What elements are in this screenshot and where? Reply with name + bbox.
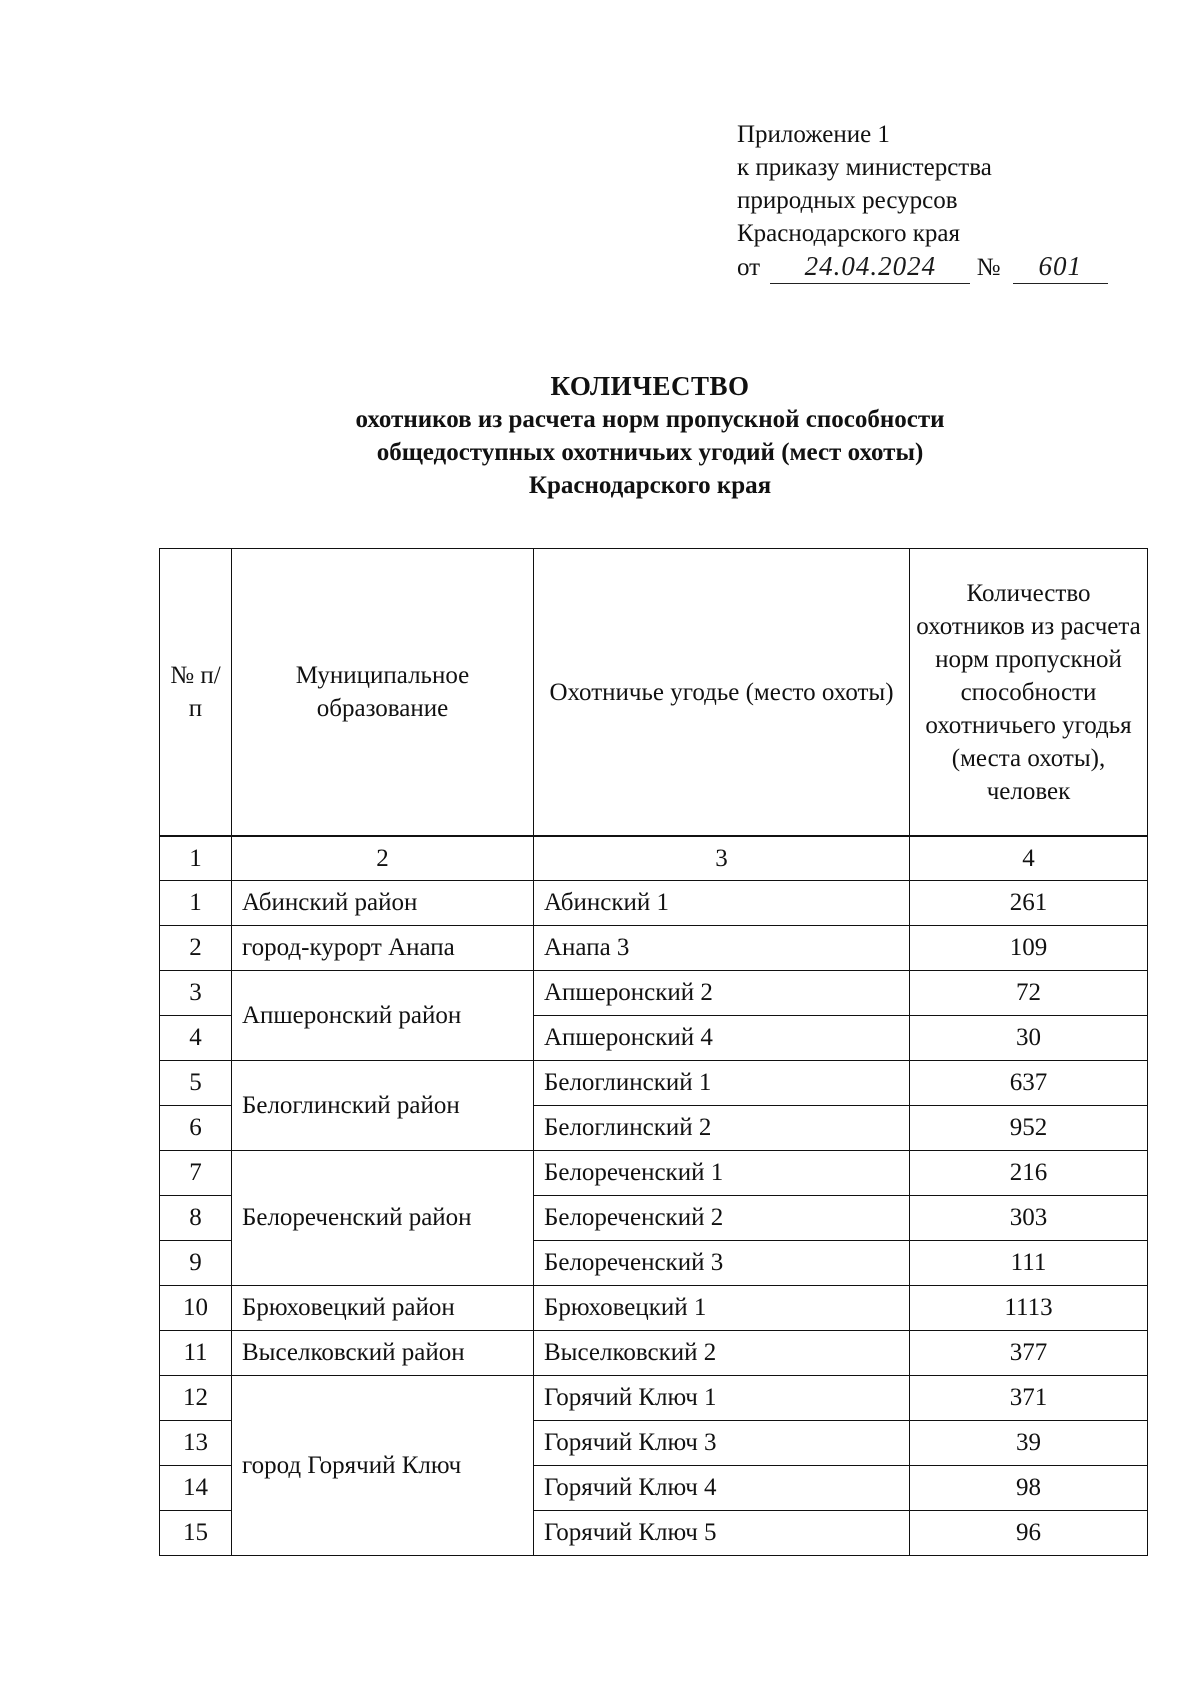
table-row [160, 1331, 1148, 1376]
hunting-ground-cell: Анапа 3 [534, 926, 910, 971]
title-line: общедоступных охотничьих угодий (мест охоты) [376, 439, 924, 466]
hunting-ground-cell: Белоглинский 1 [534, 1061, 910, 1106]
hunting-ground-cell: Апшеронский 2 [534, 971, 910, 1016]
row-number: 1 [160, 881, 232, 926]
hunter-count-cell: 98 [910, 1466, 1148, 1511]
municipality-cell: Выселковский район [232, 1331, 534, 1376]
table-row [160, 1376, 1148, 1421]
municipality-cell: Апшеронский район [232, 971, 534, 1061]
hunter-count-cell: 96 [910, 1511, 1148, 1556]
hunting-ground-cell: Белореченский 3 [534, 1241, 910, 1286]
title-main: КОЛИЧЕСТВО [550, 371, 750, 401]
municipality-cell: Белоглинский район [232, 1061, 534, 1151]
column-number: 1 [160, 836, 232, 881]
hunter-count-cell: 109 [910, 926, 1148, 971]
row-number: 4 [160, 1016, 232, 1061]
row-number: 15 [160, 1511, 232, 1556]
appendix-line: Приложение 1 [737, 121, 890, 148]
municipality-cell: Абинский район [232, 881, 534, 926]
header-municipality: Муниципальное образование [232, 549, 534, 837]
column-number: 3 [534, 836, 910, 881]
hunter-count-cell: 72 [910, 971, 1148, 1016]
hunting-ground-cell: Апшеронский 4 [534, 1016, 910, 1061]
row-number: 13 [160, 1421, 232, 1466]
hunting-ground-cell: Белоглинский 2 [534, 1106, 910, 1151]
hunting-ground-cell: Горячий Ключ 4 [534, 1466, 910, 1511]
handwritten-date: 24.04.2024 [770, 250, 970, 284]
hunting-ground-cell: Белореченский 1 [534, 1151, 910, 1196]
hunters-table [159, 548, 1148, 1556]
municipality-cell: Белореченский район [232, 1151, 534, 1286]
header-hunting-ground: Охотничье угодье (место охоты) [534, 549, 910, 837]
appendix-line: Краснодарского края [737, 220, 960, 247]
hunting-ground-cell: Горячий Ключ 5 [534, 1511, 910, 1556]
hunting-ground-cell: Горячий Ключ 1 [534, 1376, 910, 1421]
table-row [160, 881, 1148, 926]
hunter-count-cell: 377 [910, 1331, 1148, 1376]
document-title [0, 370, 1200, 502]
table-row [160, 1286, 1148, 1331]
hunter-count-cell: 303 [910, 1196, 1148, 1241]
row-number: 7 [160, 1151, 232, 1196]
hunting-ground-cell: Абинский 1 [534, 881, 910, 926]
appendix-line: природных ресурсов [737, 187, 958, 214]
hunting-ground-cell: Выселковский 2 [534, 1331, 910, 1376]
row-number: 9 [160, 1241, 232, 1286]
header-number: № п/п [160, 549, 232, 837]
hunter-count-cell: 261 [910, 881, 1148, 926]
hunter-count-cell: 216 [910, 1151, 1148, 1196]
hunter-count-cell: 1113 [910, 1286, 1148, 1331]
hunter-count-cell: 637 [910, 1061, 1148, 1106]
table-row [160, 926, 1148, 971]
column-number: 2 [232, 836, 534, 881]
row-number: 14 [160, 1466, 232, 1511]
appendix-block [737, 118, 1108, 284]
municipality-cell: город-курорт Анапа [232, 926, 534, 971]
municipality-cell: Брюховецкий район [232, 1286, 534, 1331]
appendix-line: к приказу министерства [737, 154, 992, 181]
hunter-count-cell: 952 [910, 1106, 1148, 1151]
column-number-row [160, 836, 1148, 881]
hunting-ground-cell: Горячий Ключ 3 [534, 1421, 910, 1466]
number-label: № [976, 254, 1001, 281]
row-number: 2 [160, 926, 232, 971]
row-number: 11 [160, 1331, 232, 1376]
handwritten-order-number: 601 [1013, 250, 1108, 284]
municipality-cell: город Горячий Ключ [232, 1376, 534, 1556]
row-number: 6 [160, 1106, 232, 1151]
column-number: 4 [910, 836, 1148, 881]
hunter-count-cell: 111 [910, 1241, 1148, 1286]
row-number: 5 [160, 1061, 232, 1106]
header-hunter-count: Количество охотников из расчета норм пропускной способности охотничьего угодья (места охоты), человек [910, 549, 1148, 837]
table-header-row [160, 549, 1148, 837]
table-row [160, 1151, 1148, 1196]
hunter-count-cell: 39 [910, 1421, 1148, 1466]
row-number: 10 [160, 1286, 232, 1331]
title-line: Краснодарского края [528, 472, 772, 499]
order-date-line [737, 250, 1108, 284]
from-label: от [737, 254, 761, 281]
title-line: охотников из расчета норм пропускной способности [355, 406, 945, 433]
row-number: 12 [160, 1376, 232, 1421]
hunter-count-cell: 371 [910, 1376, 1148, 1421]
row-number: 3 [160, 971, 232, 1016]
hunting-ground-cell: Брюховецкий 1 [534, 1286, 910, 1331]
table-row [160, 971, 1148, 1016]
table-row [160, 1061, 1148, 1106]
row-number: 8 [160, 1196, 232, 1241]
hunting-ground-cell: Белореченский 2 [534, 1196, 910, 1241]
hunter-count-cell: 30 [910, 1016, 1148, 1061]
